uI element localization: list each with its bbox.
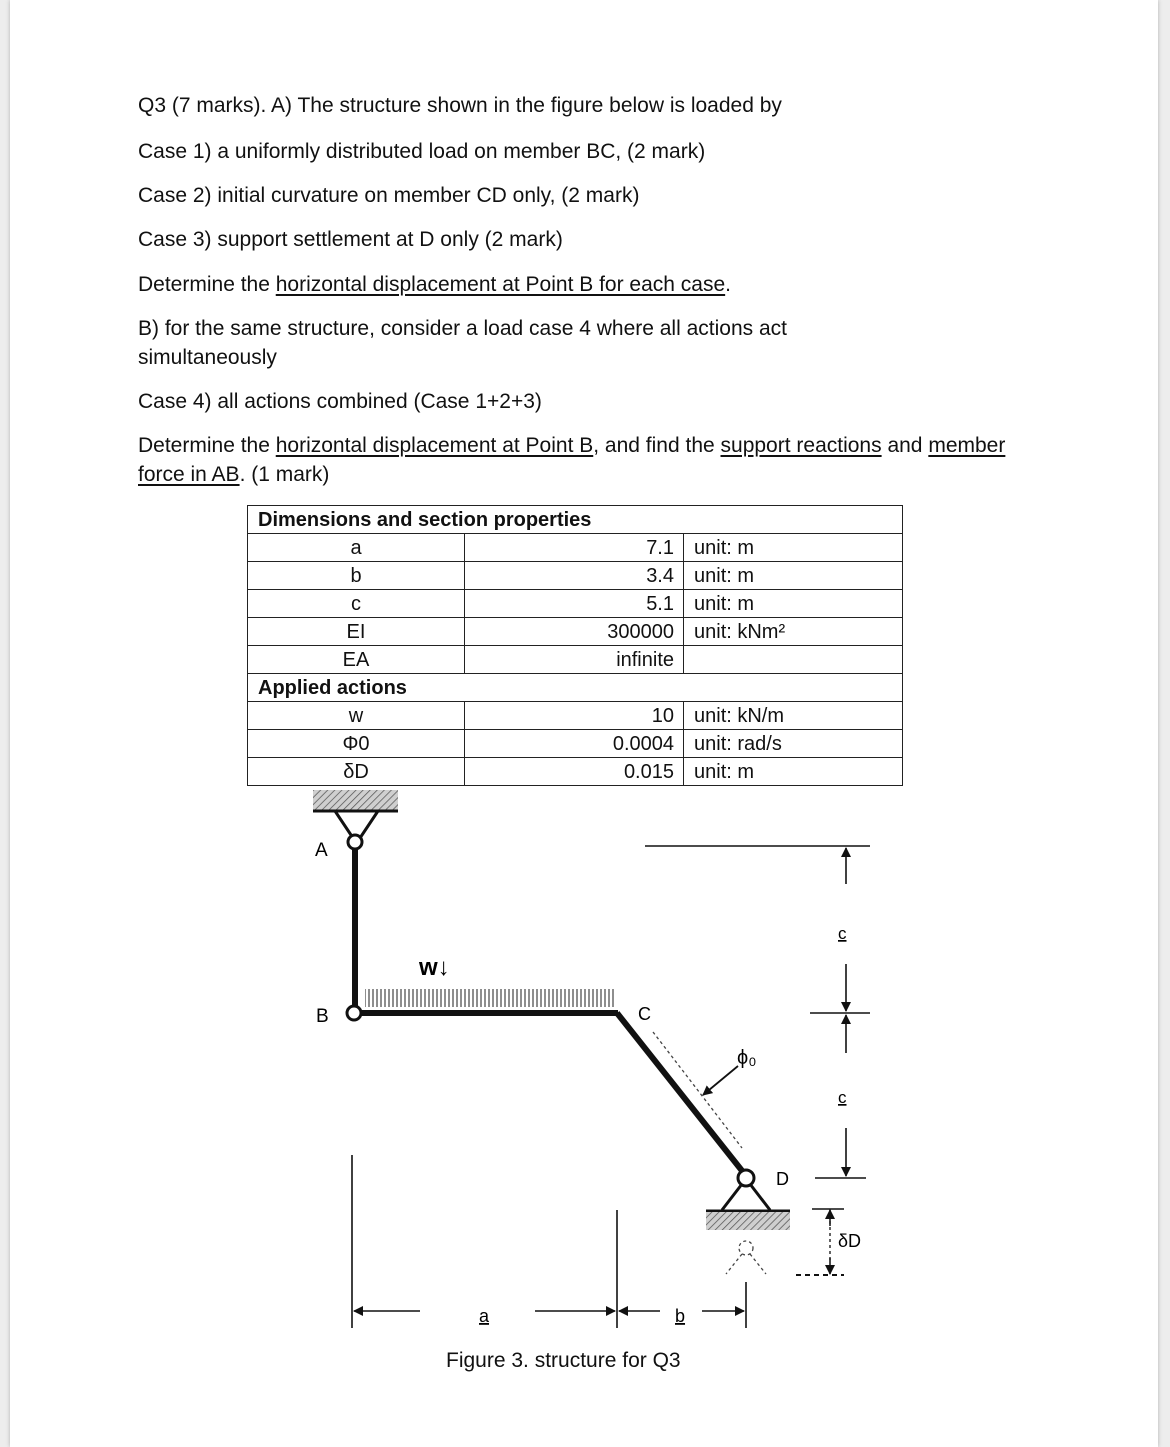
task-b-underlined-1: horizontal displacement at Point B bbox=[275, 434, 594, 457]
label-dim-c1: c bbox=[838, 924, 847, 943]
horizontal-dimensions bbox=[352, 1155, 746, 1328]
section-header-dimensions: Dimensions and section properties bbox=[248, 506, 903, 534]
task-b-underlined-2: support reactions bbox=[720, 434, 882, 457]
initial-curvature-line bbox=[653, 1032, 742, 1148]
table-row: δD 0.015 unit: m bbox=[248, 758, 903, 786]
distributed-load bbox=[365, 989, 615, 1007]
label-a: A bbox=[315, 840, 328, 861]
settlement-dimension bbox=[796, 1209, 844, 1275]
task-b-mid2: and bbox=[881, 434, 929, 457]
table-row: EI 300000 unit: kNm² bbox=[248, 618, 903, 646]
table-row: EA infinite bbox=[248, 646, 903, 674]
task-a-prefix: Determine the bbox=[138, 273, 276, 296]
member-cd bbox=[617, 1013, 743, 1172]
label-c: C bbox=[638, 1004, 651, 1024]
label-phi: ϕ₀ bbox=[737, 1047, 757, 1069]
label-dim-c2: c bbox=[838, 1088, 847, 1107]
label-delta-d: δD bbox=[838, 1231, 862, 1251]
table-row: w 10 unit: kN/m bbox=[248, 702, 903, 730]
case-2-text: Case 2) initial curvature on member CD only, (2 mark) bbox=[138, 184, 640, 207]
case-1-text: Case 1) a uniformly distributed load on member BC, (2 mark) bbox=[138, 140, 706, 163]
table-row: a 7.1 unit: m bbox=[248, 534, 903, 562]
task-b-mid: , and find the bbox=[593, 434, 721, 457]
question-intro: Q3 (7 marks). A) The structure shown in the figure below is loaded by bbox=[138, 94, 782, 117]
figure-caption: Figure 3. structure for Q3 bbox=[446, 1349, 681, 1372]
support-a bbox=[313, 790, 398, 841]
task-a-underlined: horizontal displacement at Point B for each case bbox=[275, 273, 726, 296]
case-3-text: Case 3) support settlement at D only (2 mark) bbox=[138, 228, 563, 251]
pin-a bbox=[348, 835, 362, 849]
part-b-text: B) for the same structure, consider a load case 4 where all actions act simultaneously bbox=[138, 317, 787, 369]
task-b-suffix: . (1 mark) bbox=[239, 463, 330, 486]
vertical-dimensions bbox=[645, 846, 870, 1178]
label-d: D bbox=[776, 1169, 789, 1189]
task-b-underlined-3: member force in AB bbox=[138, 434, 1006, 486]
table-row: c 5.1 unit: m bbox=[248, 590, 903, 618]
task-b-prefix: Determine the bbox=[138, 434, 276, 457]
phi-pointer-arrow bbox=[703, 1066, 738, 1095]
label-b: B bbox=[316, 1006, 329, 1027]
section-header-actions: Applied actions bbox=[248, 674, 903, 702]
pin-b bbox=[347, 1006, 361, 1020]
case-4-text: Case 4) all actions combined (Case 1+2+3) bbox=[138, 390, 542, 413]
label-dim-a: a bbox=[479, 1306, 490, 1326]
table-row: b 3.4 unit: m bbox=[248, 562, 903, 590]
table-row: Φ0 0.0004 unit: rad/s bbox=[248, 730, 903, 758]
label-dim-b: b bbox=[675, 1306, 686, 1326]
label-w: w↓ bbox=[419, 954, 450, 981]
task-a-suffix: . bbox=[725, 273, 731, 296]
